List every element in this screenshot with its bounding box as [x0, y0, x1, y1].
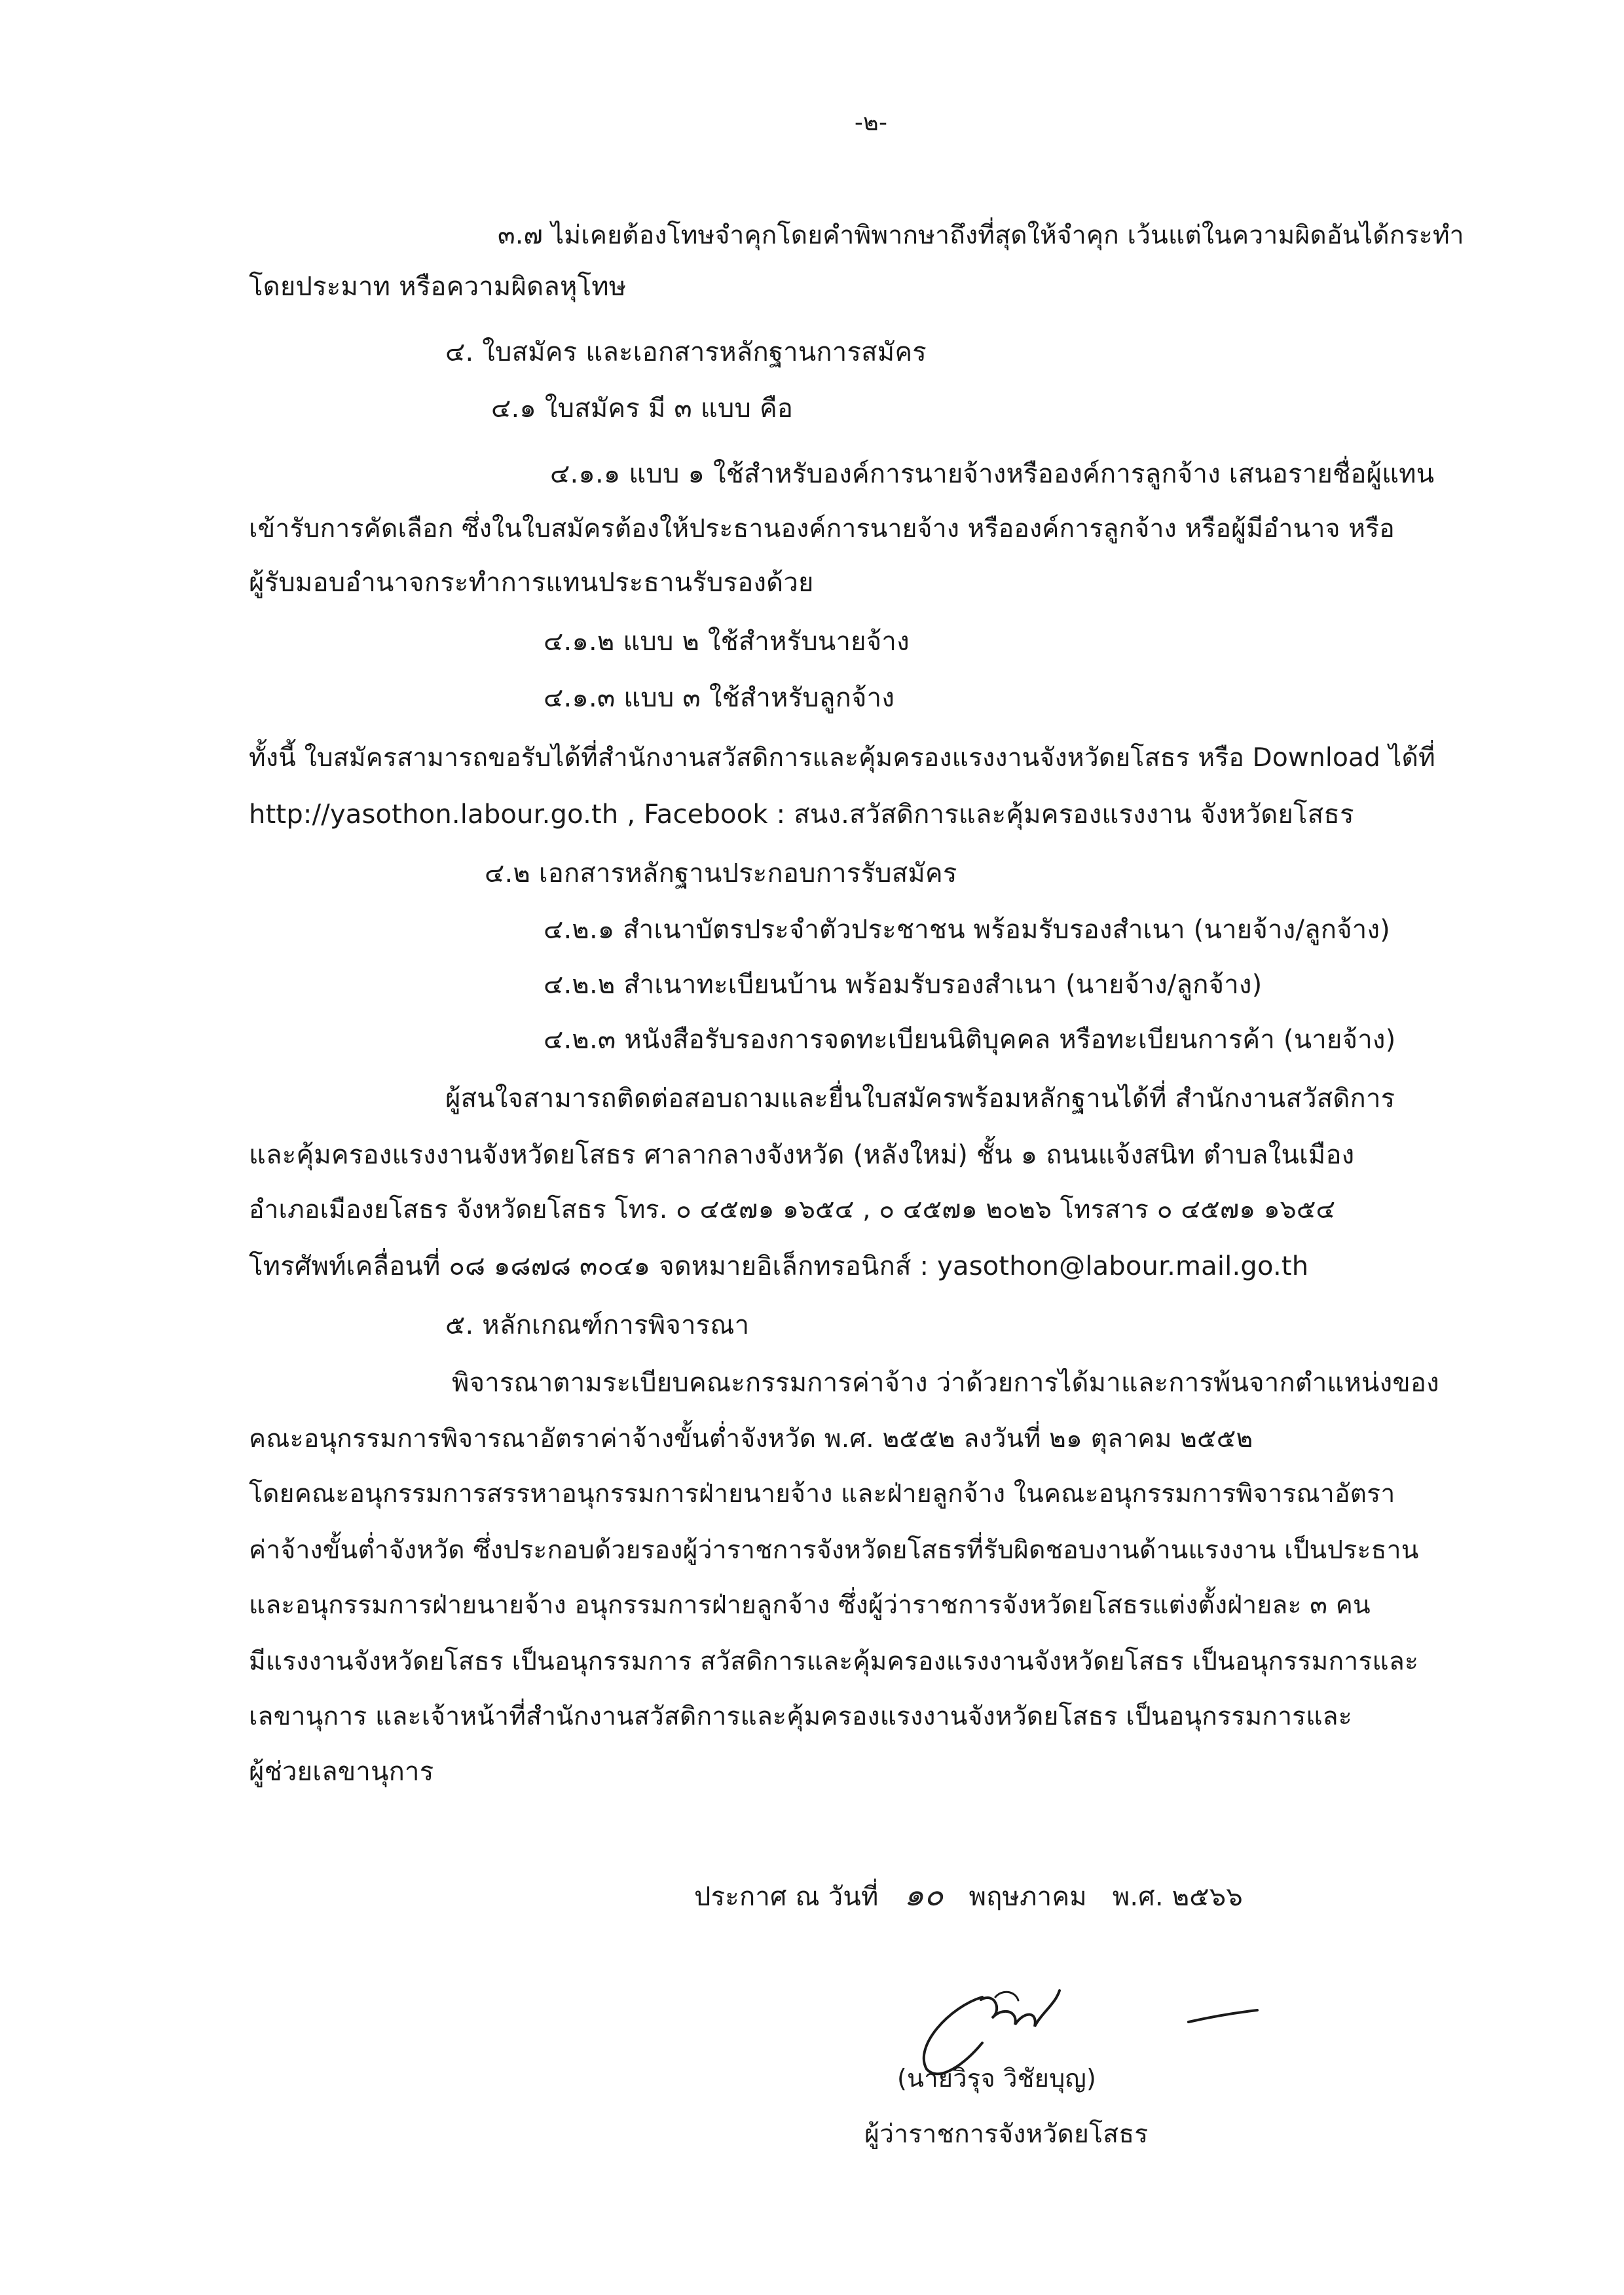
- contact-line-4: โทรศัพท์เคลื่อนที่ ๐๘ ๑๘๗๘ ๓๐๔๑ จดหมายอิเล็กทรอนิกส์ : yasothon@labour.mail.go.th: [249, 1251, 1309, 1281]
- section-4-1-2: ๔.๑.๒ แบบ ๒ ใช้สำหรับนายจ้าง: [544, 627, 910, 657]
- section-5-line-3: โดยคณะอนุกรรมการสรรหาอนุกรรมการฝ่ายนายจ้าง และฝ่ายลูกจ้าง ในคณะอนุกรรมการพิจารณาอัตรา: [249, 1479, 1395, 1509]
- section-4-heading: ๔. ใบสมัคร และเอกสารหลักฐานการสมัคร: [445, 337, 927, 367]
- signatory-name: (นายวิรุจ วิชัยบุญ): [897, 2064, 1097, 2093]
- clause-3-7-line-2: โดยประมาท หรือความผิดลหุโทษ: [249, 272, 627, 302]
- section-4-2-2: ๔.๒.๒ สำเนาทะเบียนบ้าน พร้อมรับรองสำเนา (นายจ้าง/ลูกจ้าง): [544, 970, 1263, 1000]
- contact-line-2: และคุ้มครองแรงงานจังหวัดยโสธร ศาลากลางจังหวัด (หลังใหม่) ชั้น ๑ ถนนแจ้งสนิท ตำบลในเมือง: [249, 1140, 1355, 1170]
- section-4-2: ๔.๒ เอกสารหลักฐานประกอบการรับสมัคร: [485, 858, 957, 889]
- section-4-2-1: ๔.๒.๑ สำเนาบัตรประจำตัวประชาชน พร้อมรับรองสำเนา (นายจ้าง/ลูกจ้าง): [544, 915, 1390, 945]
- announcement-day: ๑๐: [904, 1877, 944, 1913]
- announcement-month: พฤษภาคม: [969, 1882, 1087, 1912]
- contact-line-3: อำเภอเมืองยโสธร จังหวัดยโสธร โทร. ๐ ๔๕๗๑ ๑๖๕๔ , ๐ ๔๕๗๑ ๒๐๒๖ โทรสาร ๐ ๔๕๗๑ ๑๖๕๔: [249, 1195, 1336, 1224]
- signature-dash-mark: [1185, 2004, 1264, 2030]
- clause-3-7-line-1: ๓.๗ ไม่เคยต้องโทษจำคุกโดยคำพิพากษาถึงที่สุดให้จำคุก เว้นแต่ในความผิดอันได้กระทำ: [498, 221, 1464, 250]
- section-4-1-1-line-1: ๔.๑.๑ แบบ ๑ ใช้สำหรับองค์การนายจ้างหรือองค์การลูกจ้าง เสนอรายชื่อผู้แทน: [550, 459, 1435, 489]
- section-4-1: ๔.๑ ใบสมัคร มี ๓ แบบ คือ: [491, 394, 794, 424]
- section-4-1-3: ๔.๑.๓ แบบ ๓ ใช้สำหรับลูกจ้าง: [544, 683, 895, 713]
- section-5-line-2: คณะอนุกรรมการพิจารณาอัตราค่าจ้างขั้นต่ำจังหวัด พ.ศ. ๒๕๕๒ ลงวันที่ ๒๑ ตุลาคม ๒๕๕๒: [249, 1424, 1253, 1454]
- section-5-line-4: ค่าจ้างขั้นต่ำจังหวัด ซึ่งประกอบด้วยรองผู้ว่าราชการจังหวัดยโสธรที่รับผิดชอบงานด้านแรงงาน เป็นประธาน: [249, 1535, 1419, 1565]
- announcement-prefix: ประกาศ ณ วันที่: [694, 1882, 879, 1912]
- section-5-line-1: พิจารณาตามระเบียบคณะกรรมการค่าจ้าง ว่าด้วยการได้มาและการพ้นจากตำแหน่งของ: [452, 1368, 1439, 1398]
- announcement-year: พ.ศ. ๒๕๖๖: [1112, 1882, 1243, 1912]
- announcement-date: [694, 1877, 1243, 1915]
- section-4-1-1-line-3: ผู้รับมอบอำนาจกระทำการแทนประธานรับรองด้วย: [249, 568, 814, 598]
- contact-line-1: ผู้สนใจสามารถติดต่อสอบถามและยื่นใบสมัครพร้อมหลักฐานได้ที่ สำนักงานสวัสดิการ: [445, 1084, 1395, 1114]
- signatory-position: ผู้ว่าราชการจังหวัดยโสธร: [864, 2120, 1149, 2149]
- section-5-line-7: เลขานุการ และเจ้าหน้าที่สำนักงานสวัสดิการและคุ้มครองแรงงานจังหวัดยโสธร เป็นอนุกรรมการและ: [249, 1702, 1352, 1731]
- section-5-line-8: ผู้ช่วยเลขานุการ: [249, 1757, 434, 1787]
- page-number: -๒-: [854, 109, 888, 136]
- section-5-line-6: มีแรงงานจังหวัดยโสธร เป็นอนุกรรมการ สวัสดิการและคุ้มครองแรงงานจังหวัดยโสธร เป็นอนุกรรมการและ: [249, 1647, 1419, 1676]
- section-4-2-3: ๔.๒.๓ หนังสือรับรองการจดทะเบียนนิติบุคคล หรือทะเบียนการค้า (นายจ้าง): [544, 1025, 1396, 1055]
- application-note-line-2: http://yasothon.labour.go.th , Facebook : สนง.สวัสดิการและคุ้มครองแรงงาน จังหวัดยโสธร: [249, 799, 1354, 830]
- section-4-1-1-line-2: เข้ารับการคัดเลือก ซึ่งในใบสมัครต้องให้ประธานองค์การนายจ้าง หรือองค์การลูกจ้าง หรือผู้มีอำนาจ หรือ: [249, 514, 1395, 543]
- section-5-line-5: และอนุกรรมการฝ่ายนายจ้าง อนุกรรมการฝ่ายลูกจ้าง ซึ่งผู้ว่าราชการจังหวัดยโสธรแต่งตั้งฝ่ายละ ๓ คน: [249, 1590, 1371, 1620]
- application-note-line-1: ทั้งนี้ ใบสมัครสามารถขอรับได้ที่สำนักงานสวัสดิการและคุ้มครองแรงงานจังหวัดยโสธร หรือ Download ได้ที่: [249, 743, 1435, 773]
- section-5-heading: ๕. หลักเกณฑ์การพิจารณา: [445, 1310, 750, 1340]
